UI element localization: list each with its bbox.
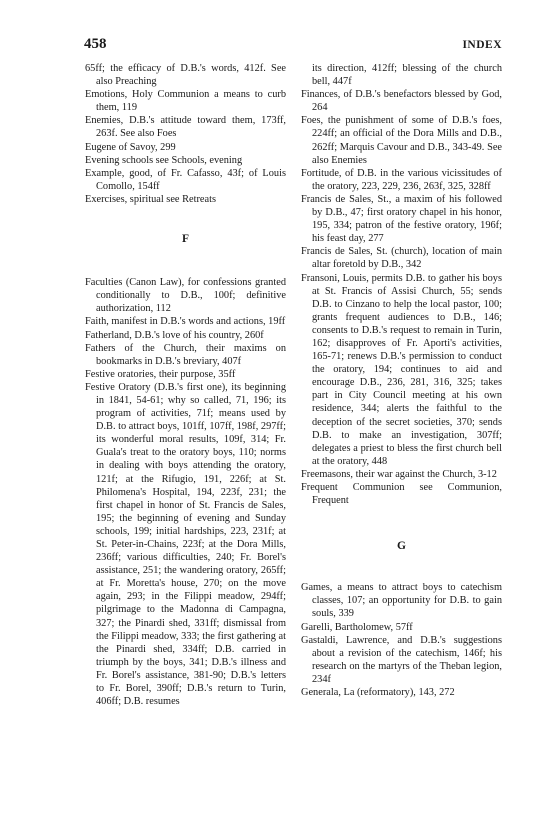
section-letter-f: F	[181, 233, 190, 246]
index-entry: Fransoni, Louis, permits D.B. to gather his boys at St. Francis of Assisi Church, 55; sends D.B. to Cinzano to help the local pastor, 100; grants frequent audiences to D.B., 146; consents to D.B.'s request to remain in Turin, 162; disapproves of Fr. Aporti's activities, 165-71; renews D.B.'s permission to conduct the oratory, 194; continues to aid and encourage D.B., 236, 281, 316, 325; takes part in City Council meeting at his own residence, 344; alerts the faithful to the deception of the secret societies, 370; sends D.B. to make an investigation, 307ff; delegates a priest to bless the first church bell at the oratory, 448	[301, 272, 502, 467]
index-entry: Festive oratories, their purpose, 35ff	[85, 368, 236, 380]
page-number: 458	[84, 36, 107, 52]
index-entry-continued: its direction, 412ff; blessing of the church bell, 447f	[312, 63, 502, 88]
index-entry: Foes, the punishment of some of D.B.'s foes, 224ff; an official of the Dora Mills and D.B., 262ff; Marquis Cavour and D.B., 343-49. See also Enemies	[301, 115, 502, 166]
index-entry: Garelli, Bartholomew, 57ff	[301, 621, 413, 633]
index-entry: Enemies, D.B.'s attitude toward them, 173ff, 263f. See also Foes	[85, 115, 286, 140]
running-head: INDEX	[462, 39, 502, 51]
index-entry: Fatherland, D.B.'s love of his country, 260f	[85, 329, 264, 341]
index-entry: Faculties (Canon Law), for confessions granted conditionally to D.B., 100f; definitive authorization, 112	[85, 277, 286, 315]
index-entry: Example, good, of Fr. Cafasso, 43f; of Louis Comollo, 154ff	[85, 167, 286, 192]
section-letter-g: G	[397, 540, 406, 553]
index-entry: Francis de Sales, St. (church), location of main altar foretold by D.B., 342	[301, 246, 502, 271]
index-entry: Fortitude, of D.B. in the various vicissitudes of the oratory, 223, 229, 236, 263f, 325, 328ff	[301, 167, 502, 192]
index-entry: Generala, La (reformatory), 143, 272	[301, 687, 455, 699]
index-entry: Eugene of Savoy, 299	[85, 141, 176, 153]
index-entry: Freemasons, their war against the Church, 3-12	[301, 468, 497, 480]
index-entry: Fathers of the Church, their maxims on bookmarks in D.B.'s breviary, 407f	[85, 342, 286, 367]
index-entry: Gastaldi, Lawrence, and D.B.'s suggestions about a revision of the catechism, 146f; his research on the martyrs of the Theban legion, 234f	[301, 634, 502, 685]
index-entry: Finances, of D.B.'s benefactors blessed by God, 264	[301, 89, 502, 114]
index-entry: Francis de Sales, St., a maxim of his followed by D.B., 47; first oratory chapel in his honor, 195, 334; patron of the festive oratory, 196f; his feast day, 277	[301, 193, 502, 245]
index-entry: Festive Oratory (D.B.'s first one), its beginning in 1841, 54-61; why so called, 71, 196; its program of activities, 71f; means used by D.B. to attract boys, 101ff, 107ff, 198f, 297ff; its wonderful moral results, 109f, 314; Fr. Guala's treat to the oratory boys, 110; norms in dealing with boys attending the oratory, 121f; at the Rifugio, 191, 226f; at St. Philomena's Hospital, 194, 223f, 231; the first chapel in honor of St. Francis de Sales, 195; the beginning of evening and Sunday schools, 199; initial hardships, 223, 231f; at St. Peter-in-Chains, 223f; at the Dora Mills, 236ff; various difficulties, 240; Fr. Borel's assistance, 251; the wandering oratory, 265ff; at Fr. Moretta's house, 270; on the move again, 293; in the Filippi meadow, 294ff; pilgrimage to the Madonna di Campagna, 327; the Pinardi shed, 331ff; dismissal from the Filippi meadow, 333; the first gathering at the Pinardi shed, 334ff; D.B. carried in triumph by the boys, 341; D.B.'s illness and Fr. Borel's assistance, 381-90; D.B.'s letters to Fr. Borel, 390ff; D.B.'s return to Turin, 406ff; D.B. resumes	[85, 381, 286, 708]
index-entry: Games, a means to attract boys to catechism classes, 107; an opportunity for D.B. to gain souls, 339	[301, 582, 502, 620]
index-entry: Emotions, Holy Communion a means to curb them, 119	[85, 89, 286, 114]
index-entry: Evening schools see Schools, evening	[85, 154, 243, 166]
right-column	[301, 62, 502, 699]
index-entry: Faith, manifest in D.B.'s words and actions, 19ff	[85, 316, 286, 328]
index-entry: Exercises, spiritual see Retreats	[85, 193, 216, 205]
page-header	[84, 36, 502, 53]
index-entry: 65ff; the efficacy of D.B.'s words, 412f. See also Preaching	[85, 63, 286, 88]
index-entry: Frequent Communion see Communion, Frequent	[301, 482, 502, 507]
left-column	[85, 62, 286, 708]
